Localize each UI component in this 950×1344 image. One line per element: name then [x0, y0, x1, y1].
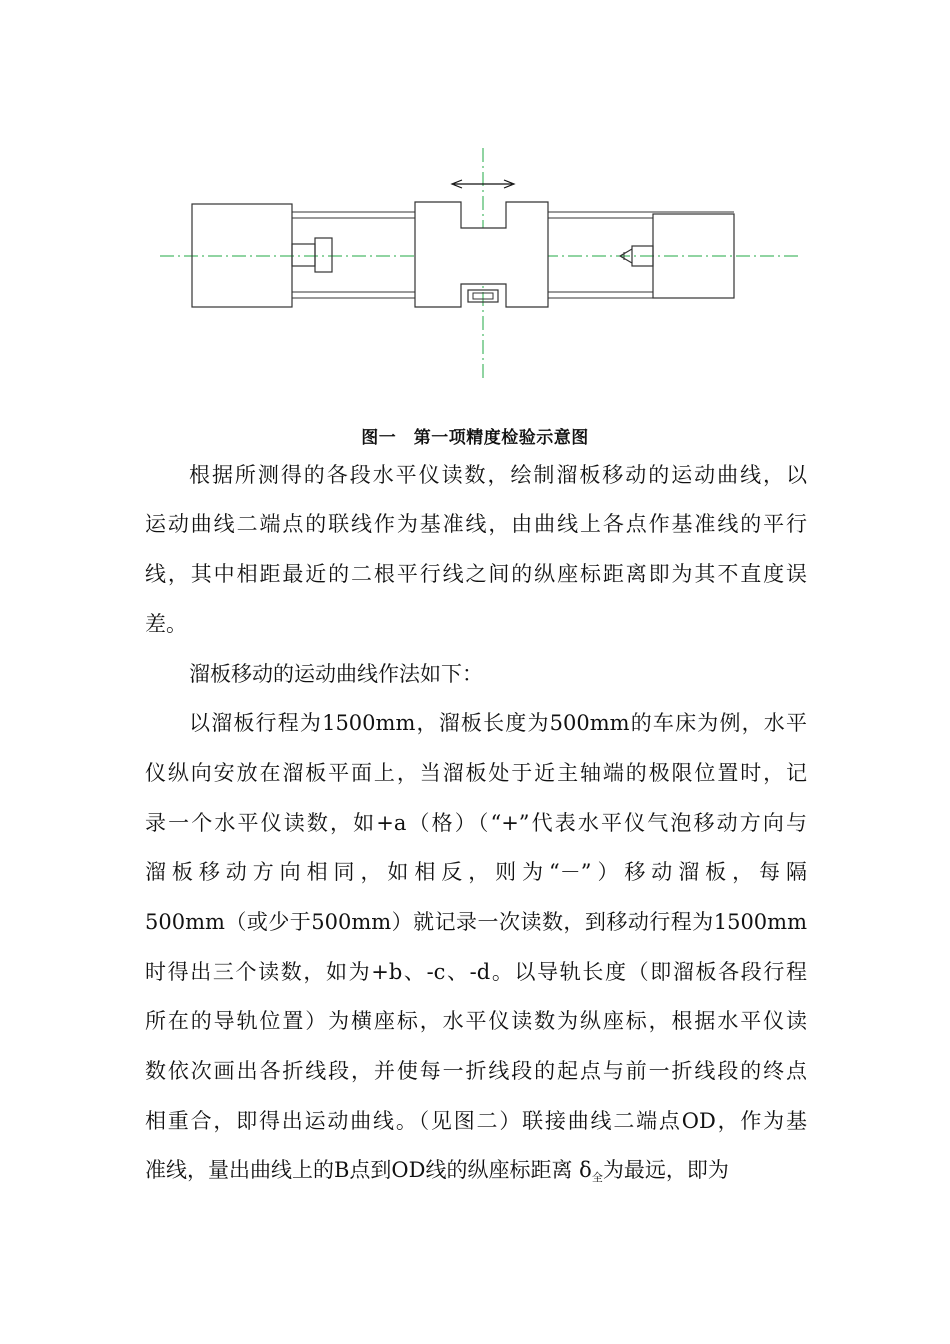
delta-symbol: δ [579, 1158, 592, 1182]
paragraph-line: 时得出三个读数，如为+b、-c、-d。以导轨长度（即溜板各段行程 [145, 960, 807, 984]
paragraph-line: 以溜板行程为1500mm，溜板长度为500mm的车床为例，水平 [189, 711, 807, 735]
paragraph-line: 溜板移动的运动曲线作法如下： [189, 662, 483, 686]
paragraph-line: 运动曲线二端点的联线作为基准线，由曲线上各点作基准线的平行 [145, 512, 807, 536]
chuck-hub [292, 244, 315, 266]
carriage [415, 202, 548, 307]
last-line-before: 准线，量出曲线上的B点到OD线的纵座标距离 [145, 1158, 573, 1182]
paragraph-line: 差。 [145, 612, 187, 636]
paragraph-line: 线，其中相距最近的二根平行线之间的纵座标距离即为其不直度误 [145, 562, 807, 586]
figure-caption: 图一 第一项精度检验示意图 [361, 428, 589, 448]
paragraph-line: 所在的导轨位置）为横座标，水平仪读数为纵座标，根据水平仪读 [145, 1009, 807, 1033]
paragraph-line-last [145, 1155, 807, 1185]
paragraph-line: 录一个水平仪读数，如+a（格）（“+”代表水平仪气泡移动方向与 [145, 811, 807, 835]
last-line-after: 为最远，即为 [602, 1158, 729, 1182]
paragraph-line: 溜板移动方向相同，如相反，则为“－”）移动溜板，每隔 [145, 860, 807, 884]
paragraph-line: 根据所测得的各段水平仪读数，绘制溜板移动的运动曲线，以 [189, 463, 807, 487]
paragraph-line: 500mm（或少于500mm）就记录一次读数，到移动行程为1500mm [145, 910, 807, 934]
paragraph-line: 相重合，即得出运动曲线。（见图二）联接曲线二端点OD，作为基 [145, 1109, 807, 1133]
paragraph-line: 数依次画出各折线段，并使每一折线段的起点与前一折线段的终点 [145, 1059, 807, 1083]
paragraph-line: 仪纵向安放在溜板平面上，当溜板处于近主轴端的极限位置时，记 [145, 761, 807, 785]
lathe-diagram [150, 140, 810, 390]
chuck [315, 238, 332, 272]
delta-subscript: 全 [591, 1171, 603, 1184]
